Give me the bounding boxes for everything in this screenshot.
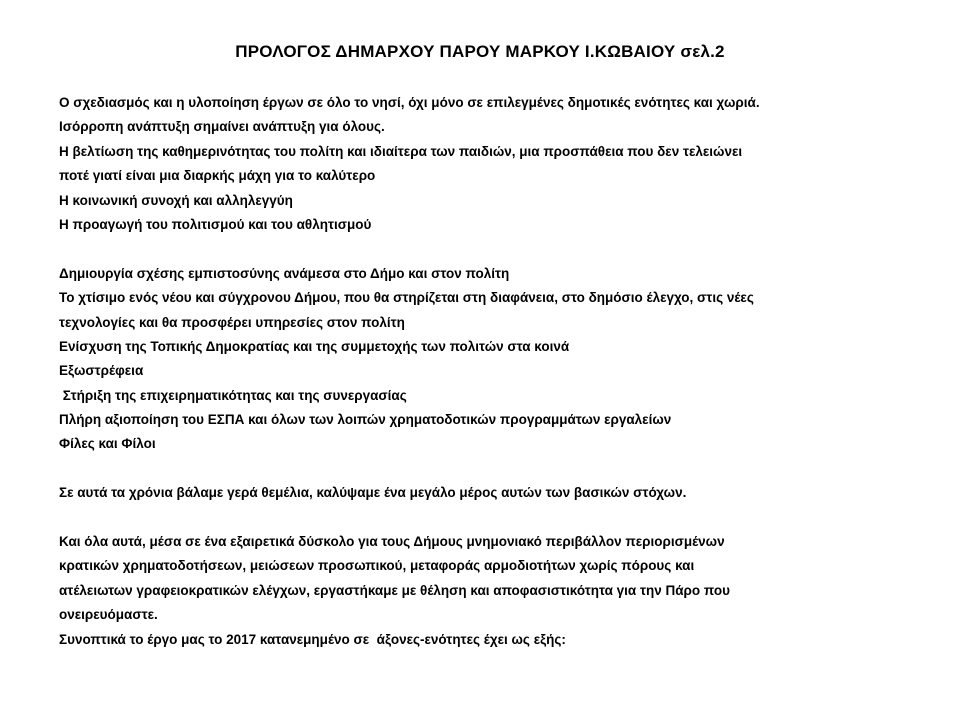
text-line: Φίλες και Φίλοι xyxy=(59,436,156,452)
text-line: κρατικών χρηματοδοτήσεων, μειώσεων προσωπικού, μεταφοράς αρμοδιοτήτων χωρίς πόρους και xyxy=(59,558,695,574)
text-line: Ισόρροπη ανάπτυξη σημαίνει ανάπτυξη για όλους. xyxy=(59,119,385,135)
text-line: Σε αυτά τα χρόνια βάλαμε γερά θεμέλια, καλύψαμε ένα μεγάλο μέρος αυτών των βασικών στόχων. xyxy=(59,485,687,501)
text-line: Το χτίσιμο ενός νέου και σύγχρονου Δήμου, που θα στηρίζεται στη διαφάνεια, στο δημόσιο έλεγχο, στις νέες xyxy=(59,290,754,306)
text-line: Πλήρη αξιοποίηση του ΕΣΠΑ και όλων των λοιπών χρηματοδοτικών προγραμμάτων εργαλείων xyxy=(59,412,672,428)
text-line: Ο σχεδιασμός και η υλοποίηση έργων σε όλο το νησί, όχι μόνο σε επιλεγμένες δημοτικές ενότητες και χωριά. xyxy=(59,95,760,110)
text-line: Εξωστρέφεια xyxy=(59,363,144,379)
paragraph-gap xyxy=(59,506,939,530)
paragraph-gap xyxy=(59,237,939,261)
document-body xyxy=(59,91,939,652)
page-title: ΠΡΟΛΟΓΟΣ ΔΗΜΑΡΧΟΥ ΠΑΡΟΥ ΜΑΡΚΟΥ Ι.ΚΩΒΑΙΟΥ σελ.2 xyxy=(235,42,725,61)
text-line: Συνοπτικά το έργο μας το 2017 κατανεμημένο σε άξονες-ενότητες έχει ως εξής: xyxy=(59,631,566,647)
text-line: ποτέ γιατί είναι μια διαρκής μάχη για το καλύτερο xyxy=(59,168,376,184)
text-line: Στήριξη της επιχειρηματικότητας και της συνεργασίας xyxy=(59,387,407,403)
text-line: τεχνολογίες και θα προσφέρει υπηρεσίες στον πολίτη xyxy=(59,314,405,330)
text-line: Η βελτίωση της καθημερινότητας του πολίτη και ιδιαίτερα των παιδιών, μια προσπάθεια που δεν τελειώνει xyxy=(59,143,743,159)
text-line: ατέλειωτων γραφειοκρατικών ελέγχων, εργαστήκαμε με θέληση και αποφασιστικότητα για την Πάρο που xyxy=(59,582,730,598)
paragraph-gap xyxy=(59,457,939,481)
text-line: Η κοινωνική συνοχή και αλληλεγγύη xyxy=(59,192,293,208)
text-line: ονειρευόμαστε. xyxy=(59,607,158,623)
text-line: Και όλα αυτά, μέσα σε ένα εξαιρετικά δύσκολο για τους Δήμους μνημονιακό περιβάλλον περιορισμένων xyxy=(59,534,725,550)
text-line: Δημιουργία σχέσης εμπιστοσύνης ανάμεσα στο Δήμο και στον πολίτη xyxy=(59,265,510,281)
text-line: Η προαγωγή του πολιτισμού και του αθλητισμού xyxy=(59,216,372,232)
text-line: Ενίσχυση της Τοπικής Δημοκρατίας και της συμμετοχής των πολιτών στα κοινά xyxy=(59,338,570,354)
